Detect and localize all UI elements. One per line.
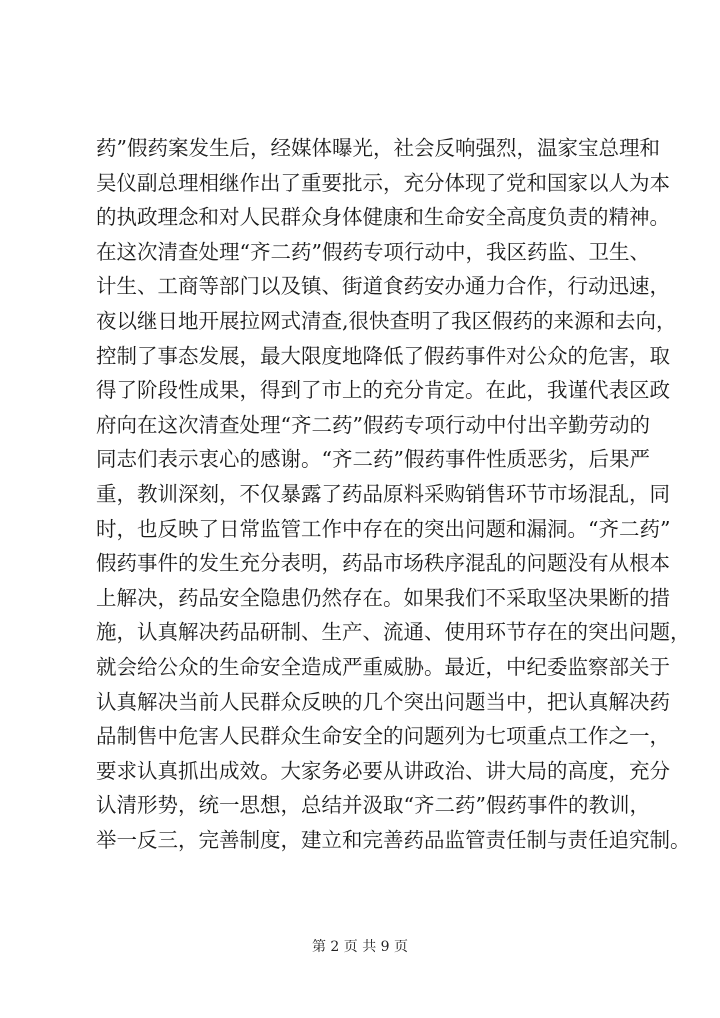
page-footer [0,938,720,956]
text-line: 控制了事态发展，最大限度地降低了假药事件对公众的危害，取 [96,343,670,368]
text-line: 施，认真解决药品研制、生产、流通、使用环节存在的突出问题， [96,620,691,645]
text-line: 夜以继日地开展拉网式清查,很快查明了我区假药的来源和去向， [96,308,677,333]
body-paragraph [96,131,691,857]
page-number: 第 2 页 共 9 页 [311,939,409,955]
text-line: 举一反三，完善制度，建立和完善药品监管责任制与责任追究制。 [96,827,691,852]
text-line: 计生、工商等部门以及镇、街道食药安办通力合作，行动迅速， [96,274,670,299]
text-line: 认真解决当前人民群众反映的几个突出问题当中，把认真解决药 [96,689,670,714]
text-line: 品制售中危害人民群众生命安全的问题列为七项重点工作之一， [96,724,670,749]
text-line: 重，教训深刻，不仅暴露了药品原料采购销售环节市场混乱，同 [96,481,670,506]
text-line: 吴仪副总理相继作出了重要批示，充分体现了党和国家以人为本 [96,170,670,195]
text-line: 就会给公众的生命安全造成严重威胁。最近，中纪委监察部关于 [96,654,670,679]
text-line: 的执政理念和对人民群众身体健康和生命安全高度负责的精神。 [96,205,670,230]
text-line: 得了阶段性成果，得到了市上的充分肯定。在此，我谨代表区政 [96,378,670,403]
text-line: 时，也反映了日常监管工作中存在的突出问题和漏洞。“齐二药” [96,516,671,541]
text-line: 假药事件的发生充分表明，药品市场秩序混乱的问题没有从根本 [96,551,670,576]
text-line: 同志们表示衷心的感谢。“齐二药”假药事件性质恶劣，后果严 [96,447,650,472]
text-line: 药”假药案发生后，经媒体曝光，社会反响强烈，温家宝总理和 [96,136,660,160]
text-line: 认清形势，统一思想，总结并汲取“齐二药”假药事件的教训， [96,793,650,818]
text-line: 上解决，药品安全隐患仍然存在。如果我们不采取坚决果断的措 [96,585,670,610]
text-line: 要求认真抓出成效。大家务必要从讲政治、讲大局的高度，充分 [96,758,670,783]
text-line: 府向在这次清查处理“齐二药”假药专项行动中付出辛勤劳动的 [96,412,650,437]
text-line: 在这次清查处理“齐二药”假药专项行动中，我区药监、卫生、 [96,239,650,264]
